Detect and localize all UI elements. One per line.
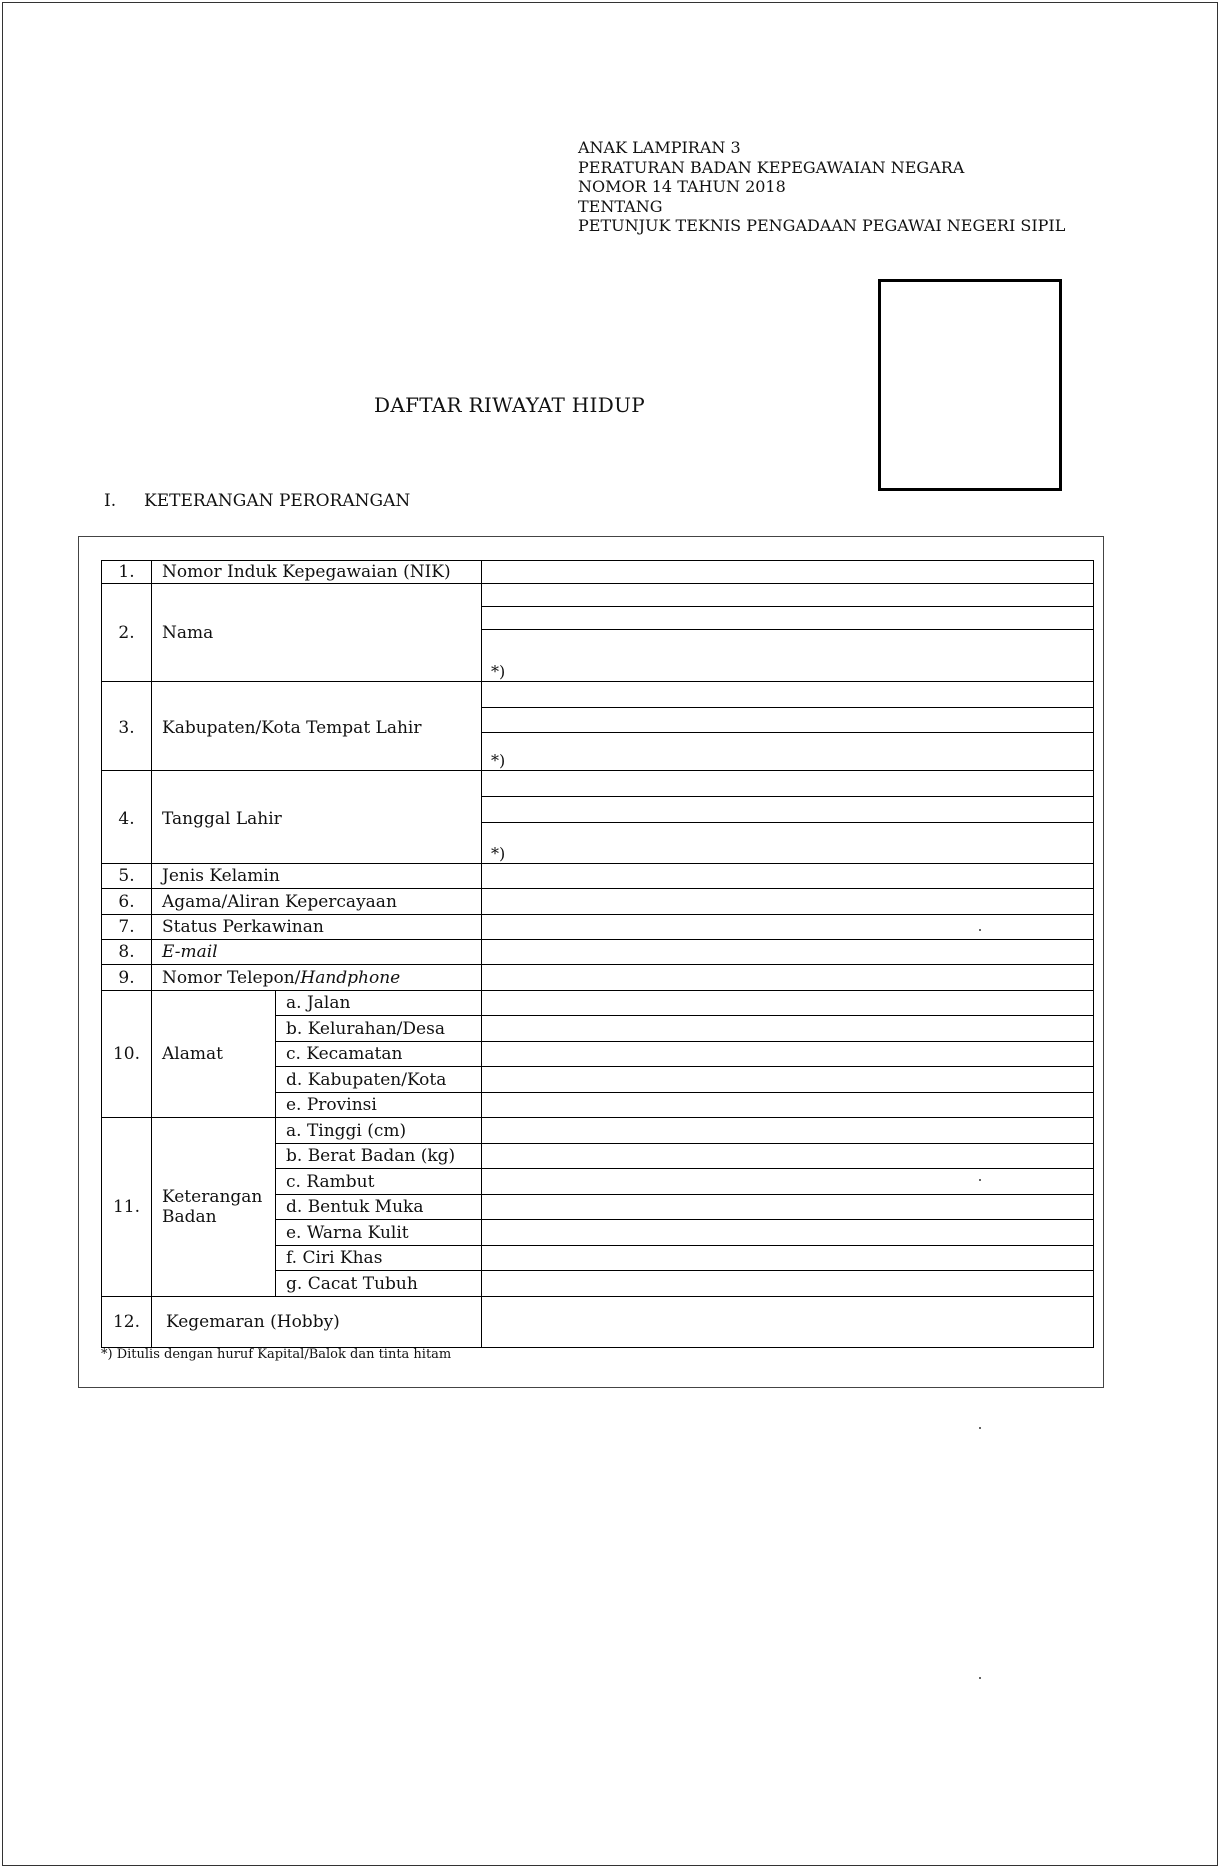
sub-label: g. Cacat Tubuh <box>276 1271 482 1297</box>
provinsi-field[interactable] <box>482 1093 1094 1118</box>
berat-field[interactable] <box>482 1144 1094 1169</box>
row-label: Alamat <box>152 991 276 1118</box>
cacat-tubuh-field[interactable] <box>482 1271 1094 1297</box>
kecamatan-field[interactable] <box>482 1042 1094 1067</box>
row-label-line: Badan <box>162 1207 217 1227</box>
sub-label: b. Kelurahan/Desa <box>276 1016 482 1042</box>
row-label: Jenis Kelamin <box>152 864 482 889</box>
row-label: Nomor Induk Kepegawaian (NIK) <box>152 561 482 584</box>
sub-label: c. Kecamatan <box>276 1042 482 1067</box>
hobby-field[interactable] <box>482 1297 1094 1348</box>
footnote: *) Ditulis dengan huruf Kapital/Balok dan tinta hitam <box>101 1347 452 1362</box>
row-label: Status Perkawinan <box>152 915 482 940</box>
scan-speck <box>979 1179 981 1181</box>
tempat-lahir-field[interactable] <box>482 682 1094 771</box>
phone-label-prefix: Nomor Telepon/ <box>162 967 301 988</box>
rambut-field[interactable] <box>482 1169 1094 1195</box>
table-row <box>102 864 1094 889</box>
kelurahan-field[interactable] <box>482 1016 1094 1042</box>
row-label: Kegemaran (Hobby) <box>152 1297 482 1348</box>
scan-speck <box>979 1677 981 1679</box>
table-row <box>102 889 1094 915</box>
row-label: Agama/Aliran Kepercayaan <box>152 889 482 915</box>
table-row <box>102 965 1094 991</box>
table-row <box>102 584 1094 682</box>
sub-label: b. Berat Badan (kg) <box>276 1144 482 1169</box>
row-label <box>152 1118 276 1297</box>
table-row <box>102 771 1094 864</box>
row-number: 12. <box>102 1297 152 1348</box>
section-number: I. <box>104 491 117 511</box>
status-perkawinan-field[interactable] <box>482 915 1094 940</box>
photo-box <box>878 279 1062 491</box>
document-header <box>578 138 1065 236</box>
jalan-field[interactable] <box>482 991 1094 1016</box>
nik-field[interactable] <box>482 561 1094 584</box>
row-number: 3. <box>102 682 152 771</box>
row-number: 1. <box>102 561 152 584</box>
tanggal-lahir-field[interactable] <box>482 771 1094 864</box>
row-label: Tanggal Lahir <box>152 771 482 864</box>
row-label <box>152 965 482 991</box>
row-number: 8. <box>102 940 152 965</box>
table-row <box>102 1297 1094 1348</box>
agama-field[interactable] <box>482 889 1094 915</box>
table-row <box>102 682 1094 771</box>
row-number: 2. <box>102 584 152 682</box>
row-number: 11. <box>102 1118 152 1297</box>
tinggi-field[interactable] <box>482 1118 1094 1144</box>
warna-kulit-field[interactable] <box>482 1220 1094 1246</box>
scan-speck <box>979 929 981 931</box>
table-row <box>102 940 1094 965</box>
row-label: Nama <box>152 584 482 682</box>
ciri-khas-field[interactable] <box>482 1246 1094 1271</box>
scan-speck <box>979 1427 981 1429</box>
row-number: 7. <box>102 915 152 940</box>
sub-label: d. Kabupaten/Kota <box>276 1067 482 1093</box>
email-label: E-mail <box>162 942 218 962</box>
row-label-line: Keterangan <box>162 1187 263 1207</box>
header-line: PETUNJUK TEKNIS PENGADAAN PEGAWAI NEGERI SIPIL <box>578 216 1066 235</box>
header-line: ANAK LAMPIRAN 3 <box>578 138 741 157</box>
section-label: KETERANGAN PERORANGAN <box>144 491 411 511</box>
row-number: 5. <box>102 864 152 889</box>
form-title: DAFTAR RIWAYAT HIDUP <box>374 393 645 417</box>
nama-field[interactable] <box>482 584 1094 682</box>
sub-label: d. Bentuk Muka <box>276 1195 482 1220</box>
personal-info-table <box>101 560 1094 1348</box>
row-number: 10. <box>102 991 152 1118</box>
sub-label: e. Provinsi <box>276 1093 482 1118</box>
header-line: NOMOR 14 TAHUN 2018 <box>578 177 786 196</box>
table-row <box>102 1118 1094 1144</box>
row-number: 4. <box>102 771 152 864</box>
header-line: PERATURAN BADAN KEPEGAWAIAN NEGARA <box>578 157 965 177</box>
email-field[interactable] <box>482 940 1094 965</box>
jenis-kelamin-field[interactable] <box>482 864 1094 889</box>
sub-label: a. Jalan <box>276 991 482 1016</box>
bentuk-muka-field[interactable] <box>482 1195 1094 1220</box>
uppercase-note-mark: *) <box>491 751 506 770</box>
sub-label: e. Warna Kulit <box>276 1220 482 1246</box>
uppercase-note-mark: *) <box>491 662 506 681</box>
uppercase-note-mark: *) <box>491 844 506 863</box>
row-label <box>152 940 482 965</box>
row-label: Kabupaten/Kota Tempat Lahir <box>152 682 482 771</box>
header-line: TENTANG <box>578 196 663 216</box>
kabupaten-field[interactable] <box>482 1067 1094 1093</box>
sub-label: f. Ciri Khas <box>276 1246 482 1271</box>
table-row <box>102 561 1094 584</box>
section-heading <box>104 491 410 511</box>
sub-label: a. Tinggi (cm) <box>276 1118 482 1144</box>
row-number: 6. <box>102 889 152 915</box>
table-row <box>102 915 1094 940</box>
phone-label-italic: Handphone <box>300 967 401 988</box>
sub-label: c. Rambut <box>276 1169 482 1195</box>
row-number: 9. <box>102 965 152 991</box>
table-row <box>102 991 1094 1016</box>
telepon-field[interactable] <box>482 965 1094 991</box>
